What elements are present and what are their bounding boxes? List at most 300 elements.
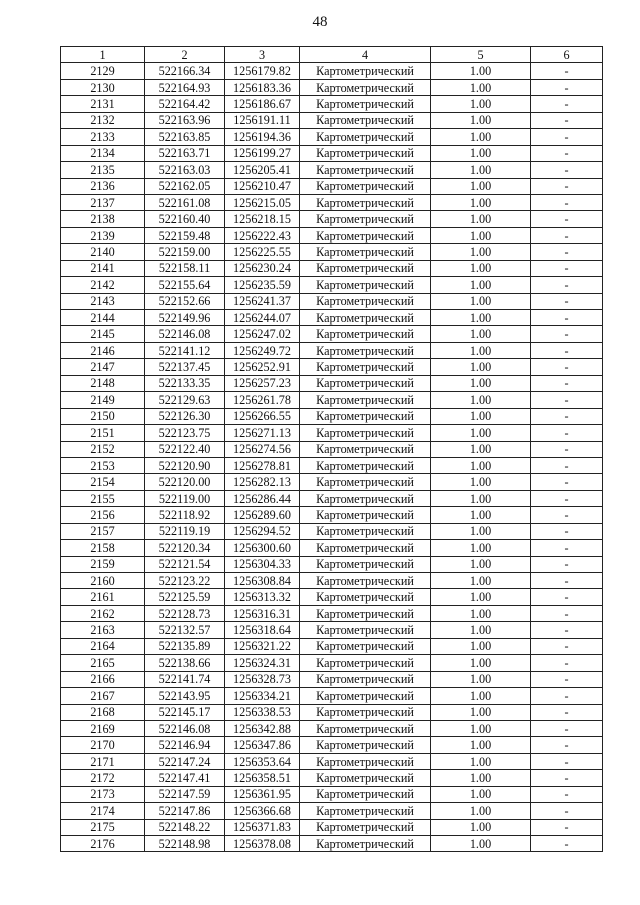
table-row <box>61 655 603 671</box>
table-cell: 1.00 <box>431 96 531 112</box>
table-cell: 1256218.15 <box>225 211 300 227</box>
table-cell: 522160.40 <box>145 211 225 227</box>
table-cell: 522146.08 <box>145 720 225 736</box>
table-cell: 1.00 <box>431 753 531 769</box>
table-cell: 522166.34 <box>145 63 225 79</box>
table-cell: Картометрический <box>300 359 431 375</box>
table-cell: 1.00 <box>431 770 531 786</box>
table-cell: 2129 <box>61 63 145 79</box>
table-row <box>61 342 603 358</box>
table-cell: 2133 <box>61 129 145 145</box>
table-cell: 2136 <box>61 178 145 194</box>
table-cell: - <box>531 786 603 802</box>
table-cell: 1256371.83 <box>225 819 300 835</box>
table-cell: 522120.90 <box>145 457 225 473</box>
table-cell: - <box>531 819 603 835</box>
table-cell: 522146.94 <box>145 737 225 753</box>
table-cell: Картометрический <box>300 326 431 342</box>
table-cell: 1256324.31 <box>225 655 300 671</box>
table-row <box>61 310 603 326</box>
table-cell: 2150 <box>61 408 145 424</box>
table-row <box>61 162 603 178</box>
table-cell: Картометрический <box>300 770 431 786</box>
table-row <box>61 425 603 441</box>
table-row <box>61 836 603 852</box>
table-cell: 2168 <box>61 704 145 720</box>
table-cell: - <box>531 375 603 391</box>
table-cell: - <box>531 605 603 621</box>
table-cell: 1.00 <box>431 655 531 671</box>
table-cell: 2140 <box>61 244 145 260</box>
table-cell: 522135.89 <box>145 638 225 654</box>
table-cell: - <box>531 753 603 769</box>
table-cell: 522163.96 <box>145 112 225 128</box>
table-header-row <box>61 47 603 63</box>
table-cell: 522148.98 <box>145 836 225 852</box>
table-cell: Картометрический <box>300 589 431 605</box>
table-row <box>61 408 603 424</box>
table-cell: 522164.93 <box>145 79 225 95</box>
table-cell: 1.00 <box>431 326 531 342</box>
table-cell: - <box>531 129 603 145</box>
table-cell: 1.00 <box>431 836 531 852</box>
table-cell: - <box>531 145 603 161</box>
table-cell: Картометрический <box>300 227 431 243</box>
table-cell: 522149.96 <box>145 310 225 326</box>
table-cell: - <box>531 457 603 473</box>
table-cell: 522162.05 <box>145 178 225 194</box>
table-cell: 2131 <box>61 96 145 112</box>
table-cell: Картометрический <box>300 638 431 654</box>
table-cell: Картометрический <box>300 720 431 736</box>
table-cell: Картометрический <box>300 145 431 161</box>
table-cell: 1256361.95 <box>225 786 300 802</box>
table-cell: 2146 <box>61 342 145 358</box>
table-cell: - <box>531 638 603 654</box>
table-cell: 1256282.13 <box>225 474 300 490</box>
table-cell: 1.00 <box>431 244 531 260</box>
table-cell: 1.00 <box>431 490 531 506</box>
table-cell: 2169 <box>61 720 145 736</box>
table-cell: 1.00 <box>431 293 531 309</box>
table-row <box>61 688 603 704</box>
table-cell: 522121.54 <box>145 556 225 572</box>
table-row <box>61 573 603 589</box>
column-header: 1 <box>61 47 145 63</box>
table-row <box>61 507 603 523</box>
table-cell: Картометрический <box>300 573 431 589</box>
table-cell: 1256215.05 <box>225 194 300 210</box>
table-cell: 522123.75 <box>145 425 225 441</box>
table-cell: 522141.12 <box>145 342 225 358</box>
table-row <box>61 293 603 309</box>
table-cell: 1.00 <box>431 737 531 753</box>
table-cell: - <box>531 425 603 441</box>
table-cell: 1256210.47 <box>225 178 300 194</box>
table-row <box>61 96 603 112</box>
table-cell: 2153 <box>61 457 145 473</box>
table-cell: 522123.22 <box>145 573 225 589</box>
table-cell: - <box>531 211 603 227</box>
table-cell: 1256183.36 <box>225 79 300 95</box>
table-cell: 2148 <box>61 375 145 391</box>
column-header: 6 <box>531 47 603 63</box>
table-cell: 1.00 <box>431 194 531 210</box>
table-cell: 1.00 <box>431 178 531 194</box>
table-cell: 2149 <box>61 392 145 408</box>
table-row <box>61 490 603 506</box>
table-cell: 1.00 <box>431 145 531 161</box>
table-cell: 1256316.31 <box>225 605 300 621</box>
table-row <box>61 704 603 720</box>
table-cell: 1.00 <box>431 408 531 424</box>
table-cell: 1256313.32 <box>225 589 300 605</box>
table-cell: - <box>531 704 603 720</box>
table-row <box>61 145 603 161</box>
table-cell: 1.00 <box>431 704 531 720</box>
table-cell: 1.00 <box>431 342 531 358</box>
table-cell: 2174 <box>61 803 145 819</box>
table-row <box>61 737 603 753</box>
column-header: 4 <box>300 47 431 63</box>
page-number: 48 <box>312 14 328 30</box>
table-cell: 1.00 <box>431 622 531 638</box>
table-cell: - <box>531 359 603 375</box>
table-cell: Картометрический <box>300 474 431 490</box>
table-cell: 2164 <box>61 638 145 654</box>
table-cell: 2156 <box>61 507 145 523</box>
table-cell: - <box>531 507 603 523</box>
table-cell: Картометрический <box>300 507 431 523</box>
table-cell: 1.00 <box>431 359 531 375</box>
table-cell: 522129.63 <box>145 392 225 408</box>
table-cell: 1256304.33 <box>225 556 300 572</box>
table-cell: 1.00 <box>431 605 531 621</box>
table-cell: 1.00 <box>431 556 531 572</box>
table-cell: 1.00 <box>431 441 531 457</box>
table-cell: - <box>531 540 603 556</box>
table-cell: - <box>531 523 603 539</box>
table-cell: - <box>531 310 603 326</box>
table-cell: - <box>531 326 603 342</box>
table-cell: - <box>531 556 603 572</box>
table-cell: 2144 <box>61 310 145 326</box>
table-cell: 522163.03 <box>145 162 225 178</box>
table-cell: 522148.22 <box>145 819 225 835</box>
table-row <box>61 671 603 687</box>
table-cell: 2143 <box>61 293 145 309</box>
table-cell: - <box>531 342 603 358</box>
table-cell: 1.00 <box>431 819 531 835</box>
table-cell: 2135 <box>61 162 145 178</box>
table-cell: - <box>531 63 603 79</box>
table-cell: - <box>531 622 603 638</box>
table-row <box>61 457 603 473</box>
table-cell: 522159.00 <box>145 244 225 260</box>
table-cell: 1.00 <box>431 227 531 243</box>
table-cell: - <box>531 194 603 210</box>
table-cell: 522143.95 <box>145 688 225 704</box>
table-row <box>61 227 603 243</box>
table-cell: 1256249.72 <box>225 342 300 358</box>
table-cell: 1.00 <box>431 375 531 391</box>
table-cell: 522158.11 <box>145 260 225 276</box>
table-row <box>61 622 603 638</box>
table-row <box>61 720 603 736</box>
table-row <box>61 819 603 835</box>
table-cell: 2166 <box>61 671 145 687</box>
table-cell: Картометрический <box>300 671 431 687</box>
table-cell: 522122.40 <box>145 441 225 457</box>
table-cell: 1.00 <box>431 671 531 687</box>
table-cell: 2158 <box>61 540 145 556</box>
table-cell: - <box>531 836 603 852</box>
table-cell: 522137.45 <box>145 359 225 375</box>
table-cell: 1256286.44 <box>225 490 300 506</box>
table-cell: 522147.86 <box>145 803 225 819</box>
table-cell: 1256266.55 <box>225 408 300 424</box>
table-row <box>61 326 603 342</box>
table-cell: - <box>531 79 603 95</box>
table-cell: 1.00 <box>431 720 531 736</box>
table-cell: Картометрический <box>300 194 431 210</box>
table-cell: 1.00 <box>431 523 531 539</box>
table-cell: Картометрический <box>300 260 431 276</box>
table-cell: Картометрический <box>300 819 431 835</box>
table-cell: Картометрический <box>300 655 431 671</box>
table-cell: 2176 <box>61 836 145 852</box>
table-cell: 1256271.13 <box>225 425 300 441</box>
table-cell: 2160 <box>61 573 145 589</box>
table-cell: 1.00 <box>431 392 531 408</box>
table-row <box>61 770 603 786</box>
table-row <box>61 129 603 145</box>
table-row <box>61 589 603 605</box>
table-row <box>61 244 603 260</box>
table-cell: Картометрический <box>300 425 431 441</box>
table-cell: 1256334.21 <box>225 688 300 704</box>
table-cell: 1256199.27 <box>225 145 300 161</box>
table-cell: 1256300.60 <box>225 540 300 556</box>
table-cell: 2145 <box>61 326 145 342</box>
table-cell: 2173 <box>61 786 145 802</box>
table-cell: 1.00 <box>431 803 531 819</box>
table-cell: - <box>531 260 603 276</box>
table-cell: Картометрический <box>300 540 431 556</box>
table-cell: 522119.19 <box>145 523 225 539</box>
table-cell: - <box>531 770 603 786</box>
table-row <box>61 556 603 572</box>
table-cell: Картометрический <box>300 375 431 391</box>
table-cell: 2155 <box>61 490 145 506</box>
table-cell: - <box>531 474 603 490</box>
table-cell: Картометрический <box>300 490 431 506</box>
table-cell: 522120.00 <box>145 474 225 490</box>
table-cell: - <box>531 277 603 293</box>
table-cell: Картометрический <box>300 408 431 424</box>
table-cell: 1.00 <box>431 540 531 556</box>
table-cell: 1.00 <box>431 507 531 523</box>
table-cell: 1.00 <box>431 277 531 293</box>
table-cell: 1256353.64 <box>225 753 300 769</box>
table-cell: Картометрический <box>300 162 431 178</box>
table-cell: Картометрический <box>300 836 431 852</box>
table-cell: - <box>531 227 603 243</box>
table-cell: 522147.24 <box>145 753 225 769</box>
table-cell: 1256378.08 <box>225 836 300 852</box>
table-cell: Картометрический <box>300 244 431 260</box>
table-cell: 1256186.67 <box>225 96 300 112</box>
table-body <box>61 63 603 852</box>
table-cell: Картометрический <box>300 392 431 408</box>
table-cell: 1.00 <box>431 786 531 802</box>
table-cell: 2171 <box>61 753 145 769</box>
table-cell: 2141 <box>61 260 145 276</box>
table-cell: 1256347.86 <box>225 737 300 753</box>
table-cell: 522126.30 <box>145 408 225 424</box>
table-row <box>61 540 603 556</box>
table-cell: - <box>531 392 603 408</box>
table-row <box>61 112 603 128</box>
table-cell: - <box>531 490 603 506</box>
table-cell: Картометрический <box>300 753 431 769</box>
table-cell: 2139 <box>61 227 145 243</box>
table-cell: 1256318.64 <box>225 622 300 638</box>
table-cell: 1256338.53 <box>225 704 300 720</box>
table-cell: 1256278.81 <box>225 457 300 473</box>
table-cell: 2142 <box>61 277 145 293</box>
table-cell: 522163.85 <box>145 129 225 145</box>
table-cell: 522141.74 <box>145 671 225 687</box>
table-cell: Картометрический <box>300 277 431 293</box>
table-cell: 1256257.23 <box>225 375 300 391</box>
table-row <box>61 638 603 654</box>
table-cell: - <box>531 244 603 260</box>
table-row <box>61 79 603 95</box>
table-cell: 1.00 <box>431 162 531 178</box>
table-cell: 2147 <box>61 359 145 375</box>
table-cell: 1256235.59 <box>225 277 300 293</box>
table-cell: 2159 <box>61 556 145 572</box>
table-cell: - <box>531 655 603 671</box>
table-cell: Картометрический <box>300 688 431 704</box>
table-cell: - <box>531 720 603 736</box>
table-cell: - <box>531 293 603 309</box>
table-cell: 522119.00 <box>145 490 225 506</box>
table-cell: 522155.64 <box>145 277 225 293</box>
table-cell: 1256222.43 <box>225 227 300 243</box>
table-cell: - <box>531 671 603 687</box>
table-cell: 522161.08 <box>145 194 225 210</box>
table-cell: Картометрический <box>300 310 431 326</box>
table-cell: 1.00 <box>431 688 531 704</box>
table-cell: - <box>531 96 603 112</box>
table-cell: 522133.35 <box>145 375 225 391</box>
table-cell: 1.00 <box>431 79 531 95</box>
table-cell: 1.00 <box>431 425 531 441</box>
table-cell: Картометрический <box>300 178 431 194</box>
table-cell: - <box>531 178 603 194</box>
table-cell: - <box>531 162 603 178</box>
table-row <box>61 753 603 769</box>
table-cell: 1.00 <box>431 63 531 79</box>
table-cell: Картометрический <box>300 737 431 753</box>
table-cell: - <box>531 441 603 457</box>
coordinates-table <box>60 46 603 852</box>
table-cell: - <box>531 408 603 424</box>
table-row <box>61 523 603 539</box>
table-cell: 522147.59 <box>145 786 225 802</box>
table-row <box>61 786 603 802</box>
table-cell: 1256289.60 <box>225 507 300 523</box>
table-cell: 522138.66 <box>145 655 225 671</box>
table-cell: 2137 <box>61 194 145 210</box>
column-header: 5 <box>431 47 531 63</box>
table-cell: 522118.92 <box>145 507 225 523</box>
table-cell: Картометрический <box>300 803 431 819</box>
table-cell: Картометрический <box>300 786 431 802</box>
table-row <box>61 178 603 194</box>
table-cell: 522125.59 <box>145 589 225 605</box>
table-cell: Картометрический <box>300 622 431 638</box>
table-cell: - <box>531 803 603 819</box>
table-cell: Картометрический <box>300 112 431 128</box>
table-row <box>61 803 603 819</box>
table-cell: 1256342.88 <box>225 720 300 736</box>
table-cell: 2175 <box>61 819 145 835</box>
table-cell: 1256321.22 <box>225 638 300 654</box>
table-cell: 1.00 <box>431 310 531 326</box>
table-cell: 2165 <box>61 655 145 671</box>
table-cell: 2170 <box>61 737 145 753</box>
table-cell: - <box>531 688 603 704</box>
table-cell: 1256230.24 <box>225 260 300 276</box>
table-cell: 1.00 <box>431 573 531 589</box>
table-cell: Картометрический <box>300 457 431 473</box>
table-row <box>61 605 603 621</box>
table-cell: 1.00 <box>431 589 531 605</box>
table-cell: 2134 <box>61 145 145 161</box>
table-cell: Картометрический <box>300 211 431 227</box>
table-cell: 522163.71 <box>145 145 225 161</box>
table-cell: 2162 <box>61 605 145 621</box>
table-row <box>61 359 603 375</box>
table-cell: 2172 <box>61 770 145 786</box>
table-cell: 2138 <box>61 211 145 227</box>
table-cell: 522147.41 <box>145 770 225 786</box>
table-row <box>61 441 603 457</box>
table-cell: 1256328.73 <box>225 671 300 687</box>
table-cell: - <box>531 589 603 605</box>
table-cell: Картометрический <box>300 342 431 358</box>
table-cell: 2163 <box>61 622 145 638</box>
column-header: 2 <box>145 47 225 63</box>
table-cell: 522132.57 <box>145 622 225 638</box>
table-cell: 2151 <box>61 425 145 441</box>
table-cell: - <box>531 112 603 128</box>
table-cell: 1256366.68 <box>225 803 300 819</box>
table-row <box>61 474 603 490</box>
table-cell: 1256294.52 <box>225 523 300 539</box>
table-cell: Картометрический <box>300 704 431 720</box>
table-cell: 2130 <box>61 79 145 95</box>
table-cell: 1.00 <box>431 129 531 145</box>
table-row <box>61 375 603 391</box>
table-cell: Картометрический <box>300 79 431 95</box>
table-cell: 2167 <box>61 688 145 704</box>
table-cell: 1.00 <box>431 457 531 473</box>
table-cell: 2132 <box>61 112 145 128</box>
